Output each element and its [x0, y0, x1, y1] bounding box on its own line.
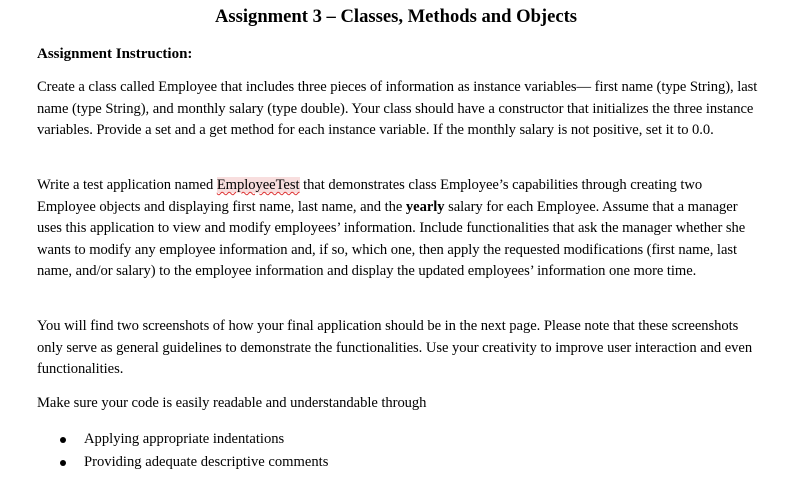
paragraph-text: that demonstrates class Employee’s capabilities through creating two Employee objects and displaying first name, last name, and the	[37, 177, 703, 215]
bullet-icon	[60, 460, 66, 466]
paragraph-class-description: Create a class called Employee that includes three pieces of information as instance variables— first name (type String), last name (type String), and monthly salary (type double). Your class should have a constructor that initializes the three instance variables. Provide a set and a get method for each instance variable. If the monthly salary is not positive, set it to 0.0.	[37, 79, 758, 139]
paragraph-text: salary for each Employee. Assume that a manager uses this application to view and modify employees’ information. Include functionalities that ask the manager whether she wants to modify any employee information and, if so, which one, then apply the requested modifications (first name, last name, and/or salary) to the employee information and display the updated employees’ information one more time.	[37, 198, 746, 280]
paragraph-test-application	[37, 175, 762, 283]
list-item-text: Applying appropriate indentations	[84, 431, 285, 447]
instruction-heading: Assignment Instruction:	[37, 46, 193, 62]
page-title: Assignment 3 – Classes, Methods and Objects	[214, 6, 578, 27]
paragraph-readability: Make sure your code is easily readable and understandable through	[37, 395, 427, 411]
bold-word: yearly	[405, 198, 445, 215]
paragraph-screenshots-note: You will find two screenshots of how your final application should be in the next page. Please note that these screenshots only serve as general guidelines to demonstrate the functionalities. Use your creativity to improve user interaction and even functionalities.	[37, 318, 753, 378]
paragraph-text: Write a test application named	[37, 177, 217, 193]
bullet-list	[60, 428, 328, 474]
bullet-icon	[60, 437, 66, 443]
list-item	[60, 428, 328, 451]
list-item	[60, 451, 328, 474]
list-item-text: Providing adequate descriptive comments	[84, 454, 329, 470]
spellcheck-flagged-word[interactable]: EmployeeTest	[216, 177, 300, 193]
